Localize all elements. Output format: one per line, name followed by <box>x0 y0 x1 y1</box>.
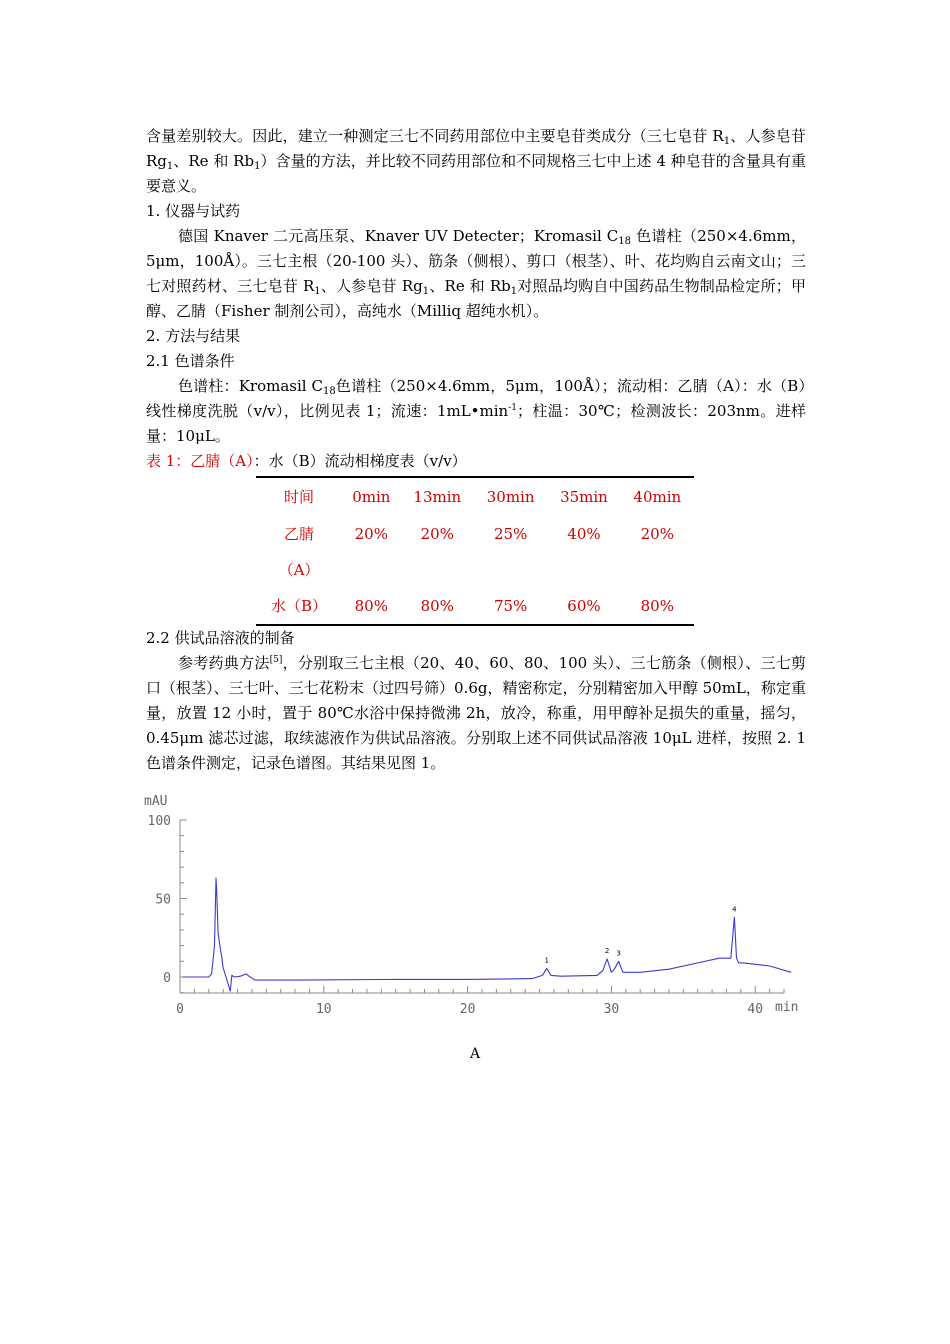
table-row <box>256 588 694 625</box>
table-cell: 13min <box>413 487 462 506</box>
x-tick-label: 10 <box>315 1002 332 1017</box>
table-cell: 40min <box>633 487 682 506</box>
table-cell: （A） <box>278 560 320 579</box>
table-cell: 水（B） <box>270 596 327 615</box>
chromatogram-trace <box>183 878 791 991</box>
section-2-heading: 2. 方法与结果 <box>146 327 241 345</box>
table-cell: 80% <box>640 596 674 615</box>
y-tick-label: 100 <box>147 814 171 829</box>
section-2-1-heading: 2.1 色谱条件 <box>146 352 235 370</box>
table-cell: 20% <box>640 524 674 543</box>
y-tick-label: 0 <box>163 971 171 986</box>
conditions-paragraph: 色谱柱：Kromasil $C_{18}$色谱柱（250×4.6mm，5μm，100Å）；流动相：乙腈（A）：水（B）线性梯度洗脱（v/v），比例见表 1；流速：$1mL•\min^{-1}$；柱温：30℃；检测波长：203nm。进样量：10μL。 <box>146 377 806 445</box>
table-cell: 20% <box>354 524 388 543</box>
x-tick-label: 30 <box>603 1002 620 1017</box>
table-cell: 0min <box>352 487 391 506</box>
x-tick-label: 40 <box>747 1002 764 1017</box>
table-cell: 40% <box>567 524 601 543</box>
table-cell: 时间 <box>283 487 314 506</box>
peak-label: 3 <box>616 949 621 958</box>
table-cell: 30min <box>486 487 535 506</box>
table-cell: 80% <box>354 596 388 615</box>
peak-label: 2 <box>604 946 610 955</box>
section-1-heading: 1. 仪器与试药 <box>146 202 241 220</box>
instruments-paragraph: 德国 Knaver 二元高压泵、Knaver UV Detecter；Kromasil $C_{18}$ 色谱柱（250×4.6mm，5μm，100Å）。三七主根（20-100 头）、筋条（侧根）、剪口（根茎）、叶、花均购自云南文山；三七对照药材、三七皂苷 $R_1$、人参皂苷 $Rg_1$、Re 和 $Rb_1$对照品均购自中国药品生物制品检定所；甲醇、乙腈（Fisher 制剂公司），高纯水（Milliq 超纯水机）。 <box>146 227 806 320</box>
y-axis-label: mAU <box>144 794 168 809</box>
chromatogram-chart <box>140 790 820 1035</box>
table-cell: 乙腈 <box>283 524 314 543</box>
paper-body <box>146 124 806 776</box>
table-cell: 35min <box>560 487 608 506</box>
table-cell: 60% <box>567 596 601 615</box>
x-tick-label: 20 <box>459 1002 476 1017</box>
table-cell: 20% <box>420 524 454 543</box>
x-axis-label: min <box>775 1000 799 1015</box>
preparation-paragraph: 参考药典方法[5]，分别取三七主根（20、40、60、80、100 头）、三七筋条（侧根）、三七剪口（根茎）、三七叶、三七花粉末（过四号筛）0.6g，精密称定，分别精密加入甲醇 50mL，称定重量，放置 12 小时，置于 80℃水浴中保持微沸 2h，放冷，称重，用甲醇补足损失的重量，摇匀，0.45μm 滤芯过滤，取续滤液作为供试品溶液。分别取上述不同供试品溶液 10μL 进样，按照 2. 1 色谱条件测定，记录色谱图。其结果见图 1。 <box>146 654 806 772</box>
table-row <box>256 477 694 516</box>
table-cell: 80% <box>420 596 454 615</box>
table-cell: 75% <box>493 596 528 615</box>
figure-label: A <box>469 1046 481 1062</box>
table-1-caption: 表 1：乙腈（A）：水（B）流动相梯度表（v/v） <box>146 452 467 470</box>
table-row <box>256 552 694 588</box>
intro-paragraph: 含量差别较大。因此，建立一种测定三七不同药用部位中主要皂苷类成分（三七皂苷 $R_1$、人参皂苷 $Rg_1$、Re 和 $Rb_1$）含量的方法，并比较不同药用部位和不同规格三七中上述 4 种皂苷的含量具有重要意义。 <box>146 127 806 195</box>
table-row <box>256 516 694 552</box>
section-2-2-heading: 2.2 供试品溶液的制备 <box>146 629 295 647</box>
peak-label: 4 <box>732 905 737 914</box>
table-cell: 25% <box>493 524 528 543</box>
x-tick-label: 0 <box>176 1002 184 1017</box>
gradient-table <box>256 476 694 626</box>
y-tick-label: 50 <box>155 892 171 908</box>
peak-label: 1 <box>544 956 549 965</box>
